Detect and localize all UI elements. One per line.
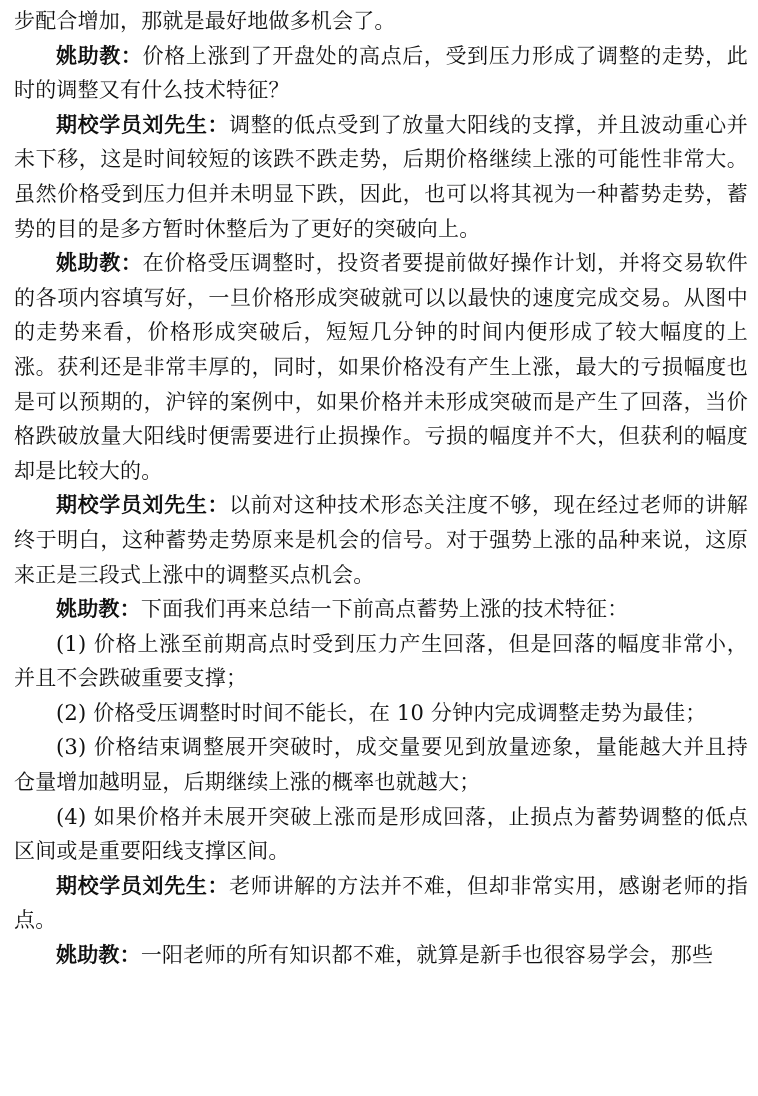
- paragraph-3: [14, 108, 748, 246]
- speaker-label: 期校学员刘先生：: [56, 111, 230, 137]
- speaker-label: 期校学员刘先生：: [56, 872, 230, 898]
- speaker-label: 期校学员刘先生：: [56, 492, 230, 518]
- paragraph-text: 在价格受压调整时，投资者要提前做好操作计划，并将交易软件的各项内容填写好，一旦价格形成突破就可以以最快的速度完成交易。从图中的走势来看，价格形成突破后，短短几分钟的时间内便形成了较大幅度的上涨。获利还是非常丰厚的，同时，如果价格没有产生上涨，最大的亏损幅度也是可以预期的，沪锌的案例中，如果价格并未形成突破而是产生了回落，当价格跌破放量大阳线时便需要进行止损操作。亏损的幅度并不大，但获利的幅度却是比较大的。: [14, 251, 748, 483]
- paragraph-1: [14, 4, 748, 39]
- speaker-label: 姚助教：: [56, 250, 143, 276]
- paragraph-8: [14, 938, 748, 973]
- list-item-1: [14, 627, 748, 696]
- paragraph-text: (2) 价格受压调整时时间不能长，在 10 分钟内完成调整走势为最佳；: [56, 700, 707, 725]
- paragraph-text: (3) 价格结束调整展开突破时，成交量要见到放量迹象，量能越大并且持仓量增加越明显，后期继续上涨的概率也就越大；: [14, 735, 748, 795]
- paragraph-6: [14, 592, 748, 627]
- paragraph-7: [14, 869, 748, 938]
- speaker-label: 姚助教：: [56, 596, 141, 622]
- paragraph-4: [14, 246, 748, 488]
- paragraph-text: (1) 价格上涨至前期高点时受到压力产生回落，但是回落的幅度非常小，并且不会跌破重要支撑；: [14, 631, 748, 691]
- document-page: [14, 4, 748, 973]
- paragraph-text: 调整的低点受到了放量大阳线的支撑，并且波动重心并未下移，这是时间较短的该跌不跌走势，后期价格继续上涨的可能性非常大。虽然价格受到压力但并未明显下跌，因此，也可以将其视为一种蓄势走势，蓄势的目的是多方暂时休整后为了更好的突破向上。: [14, 112, 748, 241]
- paragraph-text: 以前对这种技术形态关注度不够，现在经过老师的讲解终于明白，这种蓄势走势原来是机会的信号。对于强势上涨的品种来说，这原来正是三段式上涨中的调整买点机会。: [14, 493, 748, 587]
- list-item-3: [14, 730, 748, 799]
- paragraph-text: 下面我们再来总结一下前高点蓄势上涨的技术特征：: [140, 597, 629, 622]
- paragraph-5: [14, 488, 748, 592]
- paragraph-2: [14, 39, 748, 108]
- speaker-label: 姚助教：: [56, 942, 141, 968]
- paragraph-text: (4) 如果价格并未展开突破上涨而是形成回落，止损点为蓄势调整的低点区间或是重要阳线支撑区间。: [14, 804, 748, 864]
- list-item-2: [14, 696, 748, 731]
- paragraph-text: 价格上涨到了开盘处的高点后，受到压力形成了调整的走势，此时的调整又有什么技术特征？: [14, 43, 748, 103]
- speaker-label: 姚助教：: [56, 42, 143, 68]
- paragraph-text: 老师讲解的方法并不难，但却非常实用，感谢老师的指点。: [14, 873, 748, 933]
- paragraph-text: 步配合增加，那就是最好地做多机会了。: [14, 9, 396, 33]
- list-item-4: [14, 800, 748, 869]
- paragraph-text: 一阳老师的所有知识都不难，就算是新手也很容易学会，那些: [140, 943, 714, 968]
